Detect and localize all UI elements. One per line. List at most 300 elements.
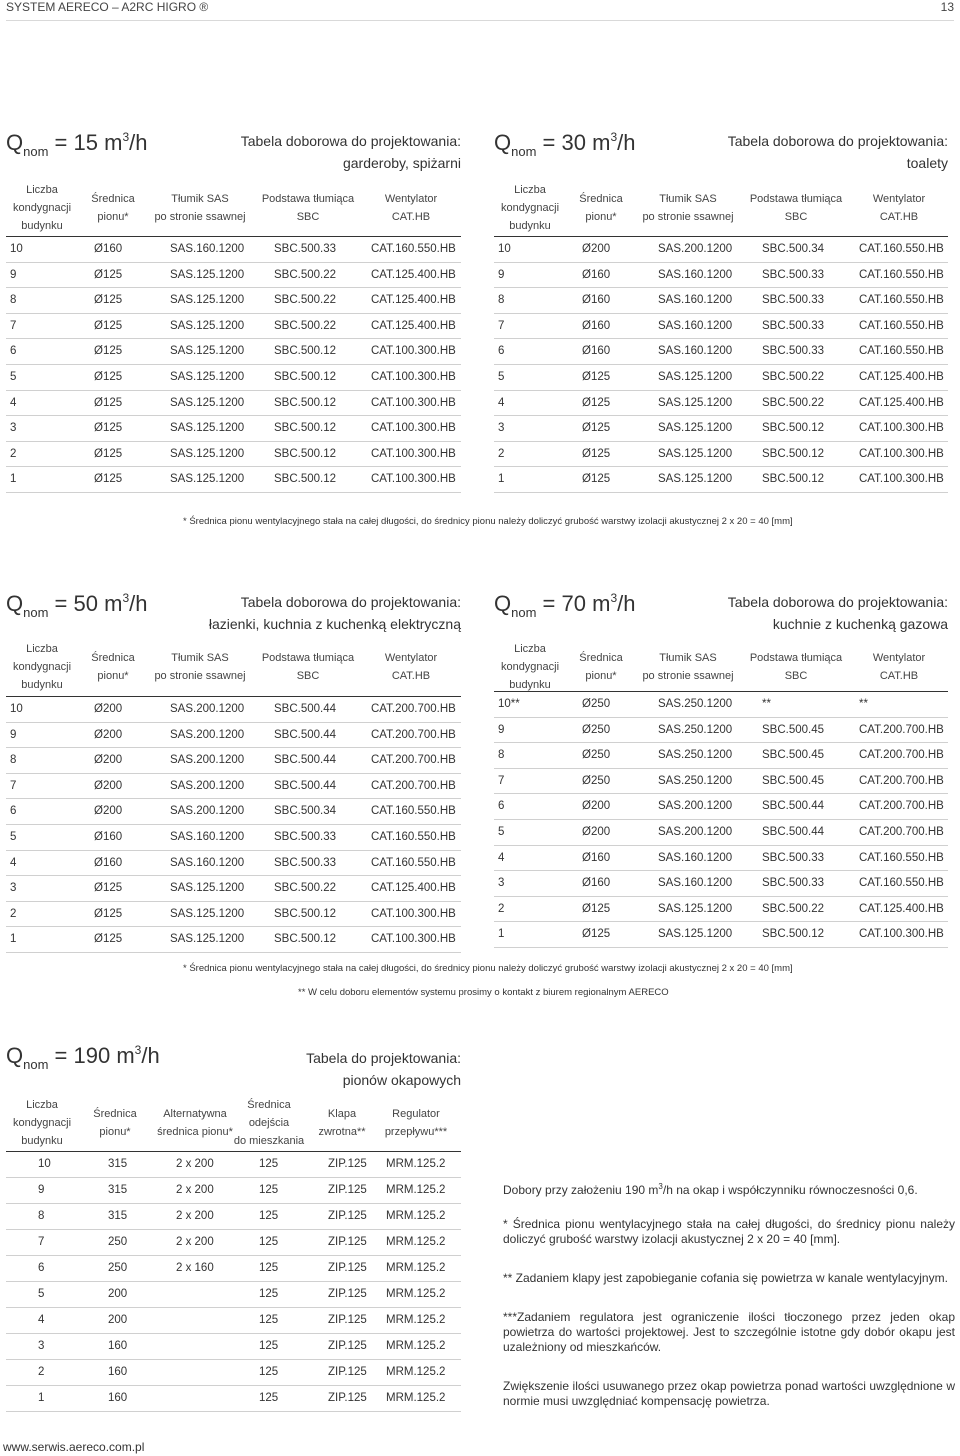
footnote-diameter-1: * Średnica pionu wentylacyjnego stała na całej długości, do średnicy pionu należy doliczyć grubość warstwy izolacji akustycznej 2 x 20 = 40 [mm] — [183, 516, 793, 527]
column-header-line: średnica pionu* — [157, 1126, 233, 1138]
selection-table-15 — [6, 130, 461, 510]
column-header-line: SBC — [296, 670, 320, 682]
table-cell: 6 — [38, 1262, 45, 1274]
table-cell: 2 x 200 — [176, 1236, 214, 1248]
table-cell: Ø160 — [582, 294, 611, 307]
table-cell: CAT.160.550.HB — [371, 831, 456, 843]
table-cell: MRM.125.2 — [386, 1158, 446, 1170]
table-title: Tabela doborowa do projektowania: kuchnie z kuchenką gazowa — [727, 594, 948, 632]
table-cell: 125 — [259, 1314, 279, 1326]
table-cell: 3 — [10, 422, 17, 435]
table-cell: ** — [859, 698, 868, 710]
table-cell: 8 — [38, 1210, 45, 1222]
table-cell: SBC.500.33 — [762, 851, 825, 864]
table-cell: 1 — [38, 1392, 45, 1404]
table-cell: ZIP.125 — [328, 1158, 367, 1170]
row-divider — [494, 947, 948, 948]
table-cell: 200 — [108, 1314, 128, 1326]
column-header-line: Liczba — [514, 643, 546, 655]
table-cell: 160 — [108, 1392, 128, 1404]
table-cell: 4 — [38, 1314, 45, 1326]
table-row — [6, 851, 461, 877]
table-cell: MRM.125.2 — [386, 1314, 446, 1326]
table-cell: SBC.500.33 — [762, 268, 825, 281]
table-cell: SBC.500.12 — [274, 396, 337, 409]
table-cell: SBC.500.12 — [274, 473, 337, 486]
table-cell: 8 — [498, 749, 505, 762]
column-header — [314, 1105, 370, 1141]
column-header — [378, 1105, 454, 1141]
table-cell: SBC.500.12 — [762, 928, 825, 941]
table-cell: 2 x 200 — [176, 1158, 214, 1170]
column-header-line: kondygnacji — [500, 661, 560, 673]
table-cell: Ø125 — [582, 473, 611, 486]
table-cell: 125 — [259, 1210, 279, 1222]
column-header-line: Wentylator — [384, 193, 438, 205]
column-header-line: po stronie ssawnej — [642, 670, 734, 682]
table-cell: SBC.500.45 — [762, 723, 825, 736]
table-cell: SAS.125.1200 — [170, 447, 245, 460]
table-row — [6, 697, 461, 723]
column-header-line: kondygnacji — [12, 661, 72, 673]
table-cell: 8 — [10, 294, 17, 307]
table-cell: MRM.125.2 — [386, 1210, 446, 1222]
table-row — [6, 1178, 461, 1204]
column-header-line: Średnica — [247, 1099, 291, 1111]
column-header-line: zwrotna** — [318, 1126, 366, 1138]
table-cell: SAS.125.1200 — [170, 294, 245, 307]
column-header-line: SBC — [784, 211, 808, 223]
flow-rate-heading: $Q_{nom} = 30$ $m^3/h$ — [494, 130, 636, 159]
table-row — [494, 365, 948, 391]
table-cell: SAS.125.1200 — [658, 371, 733, 383]
table-cell: CAT.160.550.HB — [371, 805, 456, 818]
table-cell: SBC.500.44 — [274, 703, 337, 715]
table-cell: ZIP.125 — [328, 1366, 367, 1378]
table-cell: SAS.125.1200 — [658, 473, 733, 486]
table-row — [494, 442, 948, 468]
table-row — [6, 263, 461, 289]
table-cell: SBC.500.12 — [274, 447, 337, 460]
table-cell: ZIP.125 — [328, 1314, 367, 1326]
table-cell: 125 — [259, 1158, 279, 1170]
table-cell: 125 — [259, 1236, 279, 1248]
info-flap-note: ** Zadaniem klapy jest zapobieganie cofania się powietrza w kanale wentylacyjnym. — [503, 1271, 948, 1285]
column-header — [844, 190, 954, 226]
table-cell: SAS.125.1200 — [170, 345, 245, 358]
table-cell: SBC.500.44 — [274, 728, 337, 741]
table-cell: 125 — [259, 1392, 279, 1404]
table-row — [6, 288, 461, 314]
column-header-line: po stronie ssawnej — [642, 211, 734, 223]
table-cell: ZIP.125 — [328, 1392, 367, 1404]
table-cell: 3 — [10, 882, 17, 895]
table-title: Tabela doborowa do projektowania: łazienki, kuchnia z kuchenką elektryczną — [208, 594, 461, 632]
table-cell: MRM.125.2 — [386, 1340, 446, 1352]
table-cell: 6 — [498, 345, 505, 358]
column-header — [566, 190, 636, 226]
column-header-line: budynku — [21, 1135, 63, 1147]
table-cell: 9 — [10, 268, 17, 281]
table-cell: 1 — [498, 928, 505, 941]
table-cell: SBC.500.12 — [762, 473, 825, 486]
table-cell: SBC.500.33 — [762, 877, 825, 890]
table-cell: ZIP.125 — [328, 1262, 367, 1274]
table-cell: 160 — [108, 1340, 128, 1352]
table-cell: CAT.125.400.HB — [371, 319, 456, 332]
column-header-line: Średnica — [91, 193, 135, 205]
table-row — [6, 876, 461, 902]
page-number: 13 — [940, 0, 954, 14]
table-cell: CAT.160.550.HB — [371, 856, 456, 869]
table-cell: SBC.500.12 — [274, 933, 337, 946]
table-cell: Ø125 — [94, 447, 123, 460]
table-row — [6, 1256, 461, 1282]
table-row — [6, 1152, 461, 1178]
table-cell: SAS.200.1200 — [170, 754, 245, 767]
row-divider — [6, 1411, 461, 1412]
column-header-line: pionu* — [99, 1126, 131, 1138]
table-cell: Ø160 — [94, 856, 123, 869]
table-cell: ZIP.125 — [328, 1340, 367, 1352]
table-cell: Ø125 — [582, 396, 611, 409]
column-header-line: pionu* — [585, 670, 617, 682]
table-cell: CAT.160.550.HB — [859, 243, 944, 255]
table-cell: 7 — [10, 319, 17, 332]
table-cell: 10 — [10, 243, 23, 255]
table-cell: CAT.125.400.HB — [371, 882, 456, 895]
table-cell: ZIP.125 — [328, 1210, 367, 1222]
column-header-line: Podstawa tłumiąca — [261, 193, 355, 205]
table-cell: CAT.160.550.HB — [371, 243, 456, 255]
table-cell: CAT.100.300.HB — [371, 907, 456, 920]
table-cell: 2 — [10, 447, 17, 460]
column-header — [6, 640, 78, 694]
table-row — [494, 718, 948, 744]
flow-rate-heading: $Q_{nom} = 50$ $m^3/h$ — [6, 591, 148, 620]
table-cell: 125 — [259, 1288, 279, 1300]
table-cell: SAS.160.1200 — [170, 856, 245, 869]
column-header — [254, 649, 362, 685]
table-cell: SBC.500.22 — [274, 294, 337, 307]
table-cell: SAS.125.1200 — [170, 933, 245, 946]
column-header — [742, 190, 850, 226]
table-row — [494, 743, 948, 769]
column-header-line: Tłumik SAS — [659, 652, 717, 664]
table-cell: CAT.100.300.HB — [859, 422, 944, 435]
selection-table-30 — [494, 130, 948, 510]
table-cell: 5 — [498, 371, 505, 383]
table-row — [494, 794, 948, 820]
column-header — [254, 190, 362, 226]
table-cell: 1 — [10, 933, 17, 946]
table-cell: 250 — [108, 1262, 128, 1274]
table-cell: 4 — [498, 396, 505, 409]
table-row — [494, 416, 948, 442]
column-header — [566, 649, 636, 685]
table-cell: Ø160 — [582, 851, 611, 864]
table-row — [6, 1360, 461, 1386]
table-cell: SBC.500.33 — [274, 831, 337, 843]
table-cell: CAT.100.300.HB — [371, 473, 456, 486]
table-cell: 200 — [108, 1288, 128, 1300]
column-header-line: Średnica — [93, 1108, 137, 1120]
table-cell: SAS.125.1200 — [170, 268, 245, 281]
column-header-line: CAT.HB — [391, 211, 431, 223]
table-cell: SBC.500.12 — [274, 371, 337, 383]
column-header-line: Średnica — [579, 652, 623, 664]
table-cell: CAT.125.400.HB — [859, 371, 944, 383]
table-row — [6, 314, 461, 340]
table-cell: 3 — [498, 422, 505, 435]
table-row — [6, 237, 461, 263]
table-cell: 315 — [108, 1210, 128, 1222]
table-row — [494, 820, 948, 846]
table-cell: SBC.500.33 — [274, 243, 337, 255]
table-cell: SBC.500.44 — [274, 779, 337, 792]
table-cell: CAT.200.700.HB — [859, 800, 944, 813]
table-cell: Ø200 — [582, 800, 611, 813]
table-cell: 2 — [498, 902, 505, 915]
table-cell: 6 — [498, 800, 505, 813]
flow-rate-heading: $Q_{nom} = 15$ $m^3/h$ — [6, 130, 148, 159]
table-cell: 1 — [10, 473, 17, 486]
column-header-line: budynku — [21, 220, 63, 232]
column-header-line: Alternatywna — [163, 1108, 227, 1120]
flow-rate-heading: $Q_{nom} = 70$ $m^3/h$ — [494, 591, 636, 620]
hood-selection-table — [6, 1043, 461, 1413]
table-row — [6, 339, 461, 365]
table-cell: SAS.125.1200 — [170, 473, 245, 486]
column-header — [6, 1096, 78, 1150]
table-cell: Ø200 — [582, 826, 611, 838]
table-cell: 125 — [259, 1366, 279, 1378]
table-cell: 125 — [259, 1184, 279, 1196]
table-cell: SAS.160.1200 — [658, 877, 733, 890]
table-cell: SAS.250.1200 — [658, 749, 733, 762]
table-cell: 7 — [38, 1236, 45, 1248]
column-header-line: CAT.HB — [879, 211, 919, 223]
table-row — [494, 467, 948, 493]
table-cell: Ø200 — [94, 754, 123, 767]
table-cell: Ø125 — [94, 294, 123, 307]
table-title: Tabela doborowa do projektowania: garderoby, spiżarni — [240, 133, 461, 171]
table-row — [6, 1386, 461, 1412]
table-cell: Ø160 — [582, 268, 611, 281]
column-header-line: Wentylator — [872, 193, 926, 205]
table-cell: ZIP.125 — [328, 1236, 367, 1248]
table-row — [6, 416, 461, 442]
table-cell: MRM.125.2 — [386, 1288, 446, 1300]
column-header-line: Średnica — [91, 652, 135, 664]
table-row — [6, 442, 461, 468]
table-cell: SAS.125.1200 — [658, 447, 733, 460]
selection-table-70 — [494, 591, 948, 971]
table-cell: SAS.125.1200 — [658, 396, 733, 409]
table-cell: Ø160 — [582, 877, 611, 890]
selection-table-50 — [6, 591, 461, 971]
column-header-line: Podstawa tłumiąca — [749, 652, 843, 664]
document-title: SYSTEM AERECO – A2RC HIGRO ® — [6, 0, 209, 14]
table-cell: 9 — [498, 268, 505, 281]
table-cell: SBC.500.44 — [274, 754, 337, 767]
table-cell: SAS.160.1200 — [658, 268, 733, 281]
table-cell: Ø125 — [94, 396, 123, 409]
table-cell: MRM.125.2 — [386, 1392, 446, 1404]
table-cell: 7 — [498, 319, 505, 332]
table-cell: 10 — [10, 703, 23, 715]
table-cell: Ø125 — [94, 345, 123, 358]
table-cell: SAS.250.1200 — [658, 723, 733, 736]
table-cell: SBC.500.33 — [762, 319, 825, 332]
table-cell: CAT.160.550.HB — [859, 268, 944, 281]
column-header-line: budynku — [509, 679, 551, 691]
table-cell: 10 — [498, 243, 511, 255]
table-cell: SAS.200.1200 — [170, 728, 245, 741]
table-row — [494, 871, 948, 897]
column-header — [634, 190, 742, 226]
table-cell: SBC.500.33 — [762, 345, 825, 358]
table-cell: SBC.500.12 — [274, 907, 337, 920]
table-cell: Ø160 — [582, 345, 611, 358]
table-cell: SAS.125.1200 — [658, 902, 733, 915]
table-cell: MRM.125.2 — [386, 1236, 446, 1248]
table-cell: CAT.160.550.HB — [859, 294, 944, 307]
table-cell: SBC.500.45 — [762, 774, 825, 787]
table-cell: SBC.500.34 — [762, 243, 825, 255]
table-cell: SBC.500.12 — [762, 422, 825, 435]
table-row — [6, 1282, 461, 1308]
table-cell: CAT.200.700.HB — [859, 749, 944, 762]
table-cell: SAS.125.1200 — [170, 396, 245, 409]
table-cell: ** — [762, 698, 771, 710]
table-cell: Ø200 — [94, 703, 123, 715]
table-cell: CAT.200.700.HB — [859, 723, 944, 736]
table-row — [494, 846, 948, 872]
table-cell: Ø125 — [94, 319, 123, 332]
table-row — [494, 339, 948, 365]
column-header-line: Wentylator — [384, 652, 438, 664]
table-cell: CAT.125.400.HB — [371, 268, 456, 281]
column-header — [152, 1105, 238, 1141]
column-header-line: CAT.HB — [391, 670, 431, 682]
table-cell: ZIP.125 — [328, 1288, 367, 1300]
table-cell: 10** — [498, 698, 520, 710]
table-cell: Ø250 — [582, 698, 611, 710]
column-header — [494, 640, 566, 694]
table-cell: 10 — [38, 1158, 51, 1170]
table-cell: MRM.125.2 — [386, 1184, 446, 1196]
column-header-line: budynku — [509, 220, 551, 232]
table-cell: 1 — [498, 473, 505, 486]
table-row — [494, 288, 948, 314]
table-cell: SBC.500.22 — [762, 902, 825, 915]
table-cell: SBC.500.45 — [762, 749, 825, 762]
table-cell: SBC.500.33 — [762, 294, 825, 307]
footnote-contact: ** W celu doboru elementów systemu prosimy o kontakt z biurem regionalnym AERECO — [298, 987, 669, 998]
table-cell: CAT.200.700.HB — [371, 779, 456, 792]
table-cell: SAS.200.1200 — [658, 826, 733, 838]
table-cell: Ø250 — [582, 723, 611, 736]
table-cell: 5 — [498, 826, 505, 838]
table-cell: CAT.160.550.HB — [859, 345, 944, 358]
table-cell: 6 — [10, 805, 17, 818]
table-cell: 2 — [10, 907, 17, 920]
column-header-line: SBC — [784, 670, 808, 682]
row-divider — [6, 492, 461, 493]
table-cell: SAS.200.1200 — [170, 805, 245, 818]
table-cell: SAS.160.1200 — [170, 831, 245, 843]
table-cell: Ø125 — [582, 371, 611, 383]
table-cell: Ø125 — [94, 371, 123, 383]
table-cell: SAS.250.1200 — [658, 698, 733, 710]
table-cell: SBC.500.12 — [762, 447, 825, 460]
table-cell: Ø250 — [582, 749, 611, 762]
row-divider — [6, 952, 461, 953]
column-header-line: przepływu*** — [384, 1126, 448, 1138]
table-cell: SBC.500.22 — [274, 882, 337, 895]
table-row — [494, 263, 948, 289]
table-row — [6, 391, 461, 417]
column-header-line: Podstawa tłumiąca — [749, 193, 843, 205]
footer-url[interactable]: www.serwis.aereco.com.pl — [3, 1440, 145, 1454]
column-header-line: Liczba — [514, 184, 546, 196]
column-header — [356, 649, 466, 685]
info-regulator-note: ***Zadaniem regulatora jest ograniczenie ilości tłoczonego przez jeden okap powietrza do wartości projektowej. Jest to szczególnie istotne gdy dobór okapu jest uzależniony od mieszkańców. — [503, 1310, 955, 1354]
table-cell: CAT.100.300.HB — [371, 396, 456, 409]
column-header-line: do mieszkania — [233, 1135, 305, 1147]
table-row — [6, 748, 461, 774]
column-header-line: po stronie ssawnej — [154, 670, 246, 682]
column-header-line: kondygnacji — [500, 202, 560, 214]
column-header-line: Średnica — [579, 193, 623, 205]
column-header — [86, 1105, 144, 1141]
column-header — [356, 190, 466, 226]
table-cell: CAT.160.550.HB — [859, 319, 944, 332]
info-compensation-note: Zwiększenie ilości usuwanego przez okap powietrza ponad wartości uwzględnione w normie musi uwzględniać kompensację powietrza. — [503, 1379, 955, 1408]
table-cell: SBC.500.12 — [274, 345, 337, 358]
table-cell: SBC.500.22 — [762, 371, 825, 383]
table-cell: Ø125 — [582, 447, 611, 460]
table-cell: 9 — [38, 1184, 45, 1196]
column-header — [146, 190, 254, 226]
table-cell: 6 — [10, 345, 17, 358]
column-header-line: kondygnacji — [12, 202, 72, 214]
table-cell: SAS.200.1200 — [170, 703, 245, 715]
table-cell: SAS.160.1200 — [170, 243, 245, 255]
table-cell: SAS.160.1200 — [658, 319, 733, 332]
table-row — [6, 1230, 461, 1256]
table-cell: CAT.200.700.HB — [859, 774, 944, 787]
table-cell: CAT.100.300.HB — [859, 473, 944, 486]
column-header-line: kondygnacji — [12, 1117, 72, 1129]
column-header-line: Liczba — [26, 643, 58, 655]
table-cell: ZIP.125 — [328, 1184, 367, 1196]
table-cell: 3 — [38, 1340, 45, 1352]
table-cell: SAS.200.1200 — [170, 779, 245, 792]
table-row — [494, 391, 948, 417]
table-cell: 125 — [259, 1262, 279, 1274]
table-row — [494, 897, 948, 923]
table-cell: 4 — [498, 851, 505, 864]
table-cell: Ø125 — [582, 928, 611, 941]
table-row — [6, 365, 461, 391]
table-cell: SAS.250.1200 — [658, 774, 733, 787]
table-cell: Ø200 — [94, 805, 123, 818]
table-cell: SAS.125.1200 — [658, 422, 733, 435]
table-cell: Ø250 — [582, 774, 611, 787]
table-row — [6, 1308, 461, 1334]
